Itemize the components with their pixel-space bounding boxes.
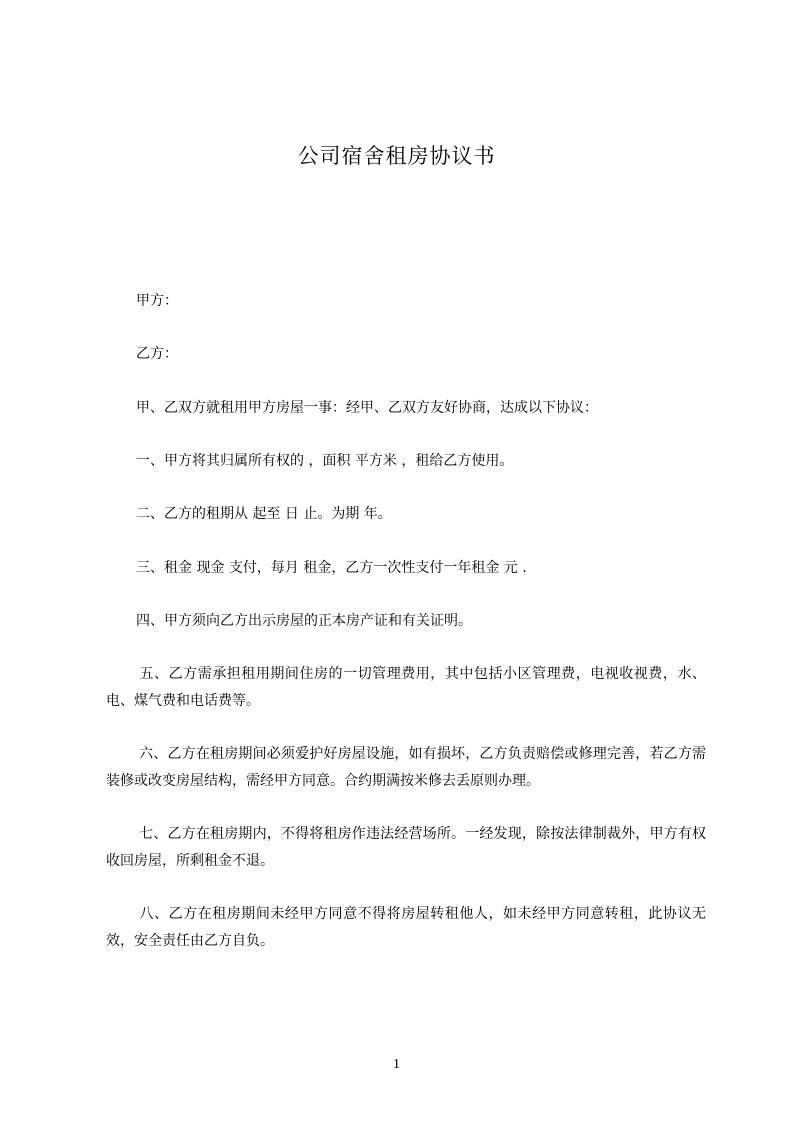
document-title: 公司宿舍租房协议书: [297, 144, 496, 168]
clause-7-text: 七、乙方在租房期内，不得将租房作违法经营场所。一经发现，除按法律制裁外，甲方有权收回房屋，所剩租金不退。: [106, 826, 706, 869]
party-a-line: 甲方：: [136, 293, 178, 309]
clause-5: [106, 661, 706, 715]
clause-8-text: 八、乙方在租房期间未经甲方同意不得将房屋转租他人，如未经甲方同意转租，此协议无效，安全责任由乙方自负。: [106, 906, 706, 949]
clause-7: [106, 821, 706, 875]
clause-6-text: 六、乙方在租房期间必须爱护好房屋设施，如有损坏，乙方负责赔偿或修理完善，若乙方需装修或改变房屋结构，需经甲方同意。合约期满按米修去丢原则办理。: [106, 746, 706, 789]
clause-1: 一、甲方将其归属所有权的 ，面积 平方米 ，租给乙方使用。: [136, 453, 514, 469]
clause-2: 二、乙方的租期从 起至 日 止。为期 年。: [136, 506, 392, 522]
clause-8: [106, 901, 706, 955]
agreement-intro: 甲、乙双方就租用甲方房屋一事：经甲、乙双方友好协商，达成以下协议：: [136, 400, 598, 416]
clause-3: 三、租金 现金 支付，每月 租金，乙方一次性支付一年租金 元 .: [136, 560, 527, 576]
party-b-line: 乙方：: [136, 346, 178, 362]
clause-5-text: 五、乙方需承担租用期间住房的一切管理费用，其中包括小区管理费，电视收视费，水、电、煤气费和电话费等。: [106, 666, 706, 709]
page-number: 1: [393, 1057, 400, 1072]
clause-4: 四、甲方须向乙方出示房屋的正本房产证和有关证明。: [136, 613, 472, 629]
clause-6: [106, 741, 706, 795]
